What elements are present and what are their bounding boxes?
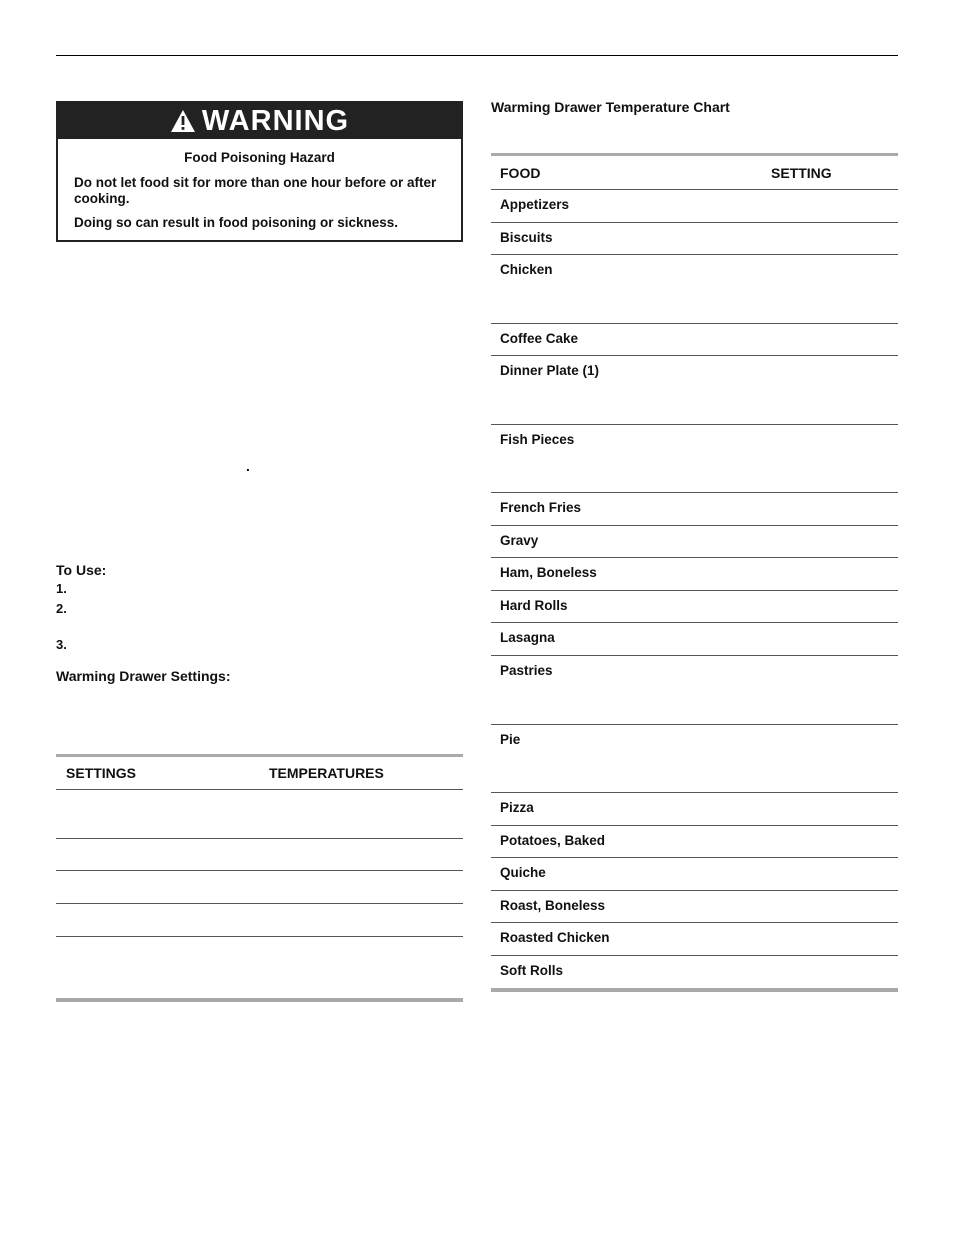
- table-row: [491, 656, 898, 725]
- warning-header: [58, 103, 461, 139]
- column-header-settings: SETTINGS: [66, 765, 137, 781]
- settings-table-header: [56, 757, 463, 790]
- table-row: [491, 356, 898, 425]
- settings-table: [56, 754, 463, 1002]
- food-name: Appetizers: [500, 197, 570, 212]
- food-name: Soft Rolls: [500, 963, 563, 978]
- settings-heading: Warming Drawer Settings:: [56, 668, 231, 684]
- warning-title: WARNING: [201, 104, 350, 137]
- table-row: [491, 223, 898, 255]
- table-row: [491, 891, 898, 923]
- table-row: [56, 871, 463, 904]
- food-name: Potatoes, Baked: [500, 833, 606, 848]
- table-row: [491, 725, 898, 793]
- table-row: [491, 255, 898, 324]
- warning-body: [58, 139, 461, 231]
- table-row: [56, 937, 463, 998]
- column-header-setting: SETTING: [771, 164, 832, 181]
- food-name: Coffee Cake: [500, 331, 579, 346]
- step-number-2: 2.: [56, 601, 67, 616]
- food-table-header: [491, 156, 898, 190]
- food-name: Pizza: [500, 800, 534, 815]
- table-row: [491, 826, 898, 858]
- table-row: [491, 493, 898, 526]
- table-bottom-border: [56, 998, 463, 1002]
- table-row: [491, 623, 898, 656]
- table-bottom-border: [491, 988, 898, 992]
- food-name: Roast, Boneless: [500, 898, 606, 913]
- column-header-temperatures: TEMPERATURES: [269, 765, 384, 781]
- food-name: Pie: [500, 732, 521, 747]
- table-row: [491, 793, 898, 826]
- table-row: [491, 425, 898, 493]
- food-name: Lasagna: [500, 630, 555, 645]
- table-row: [491, 324, 898, 356]
- table-row: [491, 558, 898, 591]
- warning-hazard: Food Poisoning Hazard: [184, 150, 335, 165]
- warning-text-1: Do not let food sit for more than one hour before or after cooking.: [74, 175, 437, 206]
- food-name: Biscuits: [500, 230, 553, 245]
- table-row: [56, 904, 463, 937]
- food-name: Dinner Plate (1): [500, 363, 600, 378]
- food-name: Pastries: [500, 663, 553, 678]
- table-row: [491, 923, 898, 956]
- table-row: [56, 839, 463, 871]
- food-name: Hard Rolls: [500, 598, 568, 613]
- table-row: [491, 190, 898, 223]
- food-name: Roasted Chicken: [500, 930, 610, 945]
- stray-period: .: [246, 458, 250, 474]
- step-number-3: 3.: [56, 637, 67, 652]
- warning-text-2: Doing so can result in food poisoning or sickness.: [74, 215, 399, 230]
- warning-box: [56, 101, 463, 242]
- food-name: French Fries: [500, 500, 582, 515]
- top-rule: [56, 55, 898, 56]
- food-name: Gravy: [500, 533, 539, 548]
- step-number-1: 1.: [56, 581, 67, 596]
- table-row: [491, 858, 898, 891]
- food-name: Fish Pieces: [500, 432, 575, 447]
- food-name: Chicken: [500, 262, 553, 277]
- table-row: [491, 956, 898, 988]
- food-name: Ham, Boneless: [500, 565, 597, 580]
- chart-heading: Warming Drawer Temperature Chart: [491, 99, 730, 115]
- to-use-heading: To Use:: [56, 562, 107, 578]
- table-row: [491, 591, 898, 623]
- column-header-food: FOOD: [500, 164, 541, 181]
- table-row: [56, 790, 463, 839]
- food-temperature-table: [491, 153, 898, 992]
- table-row: [491, 526, 898, 558]
- food-name: Quiche: [500, 865, 546, 880]
- warning-triangle-icon: [170, 109, 196, 133]
